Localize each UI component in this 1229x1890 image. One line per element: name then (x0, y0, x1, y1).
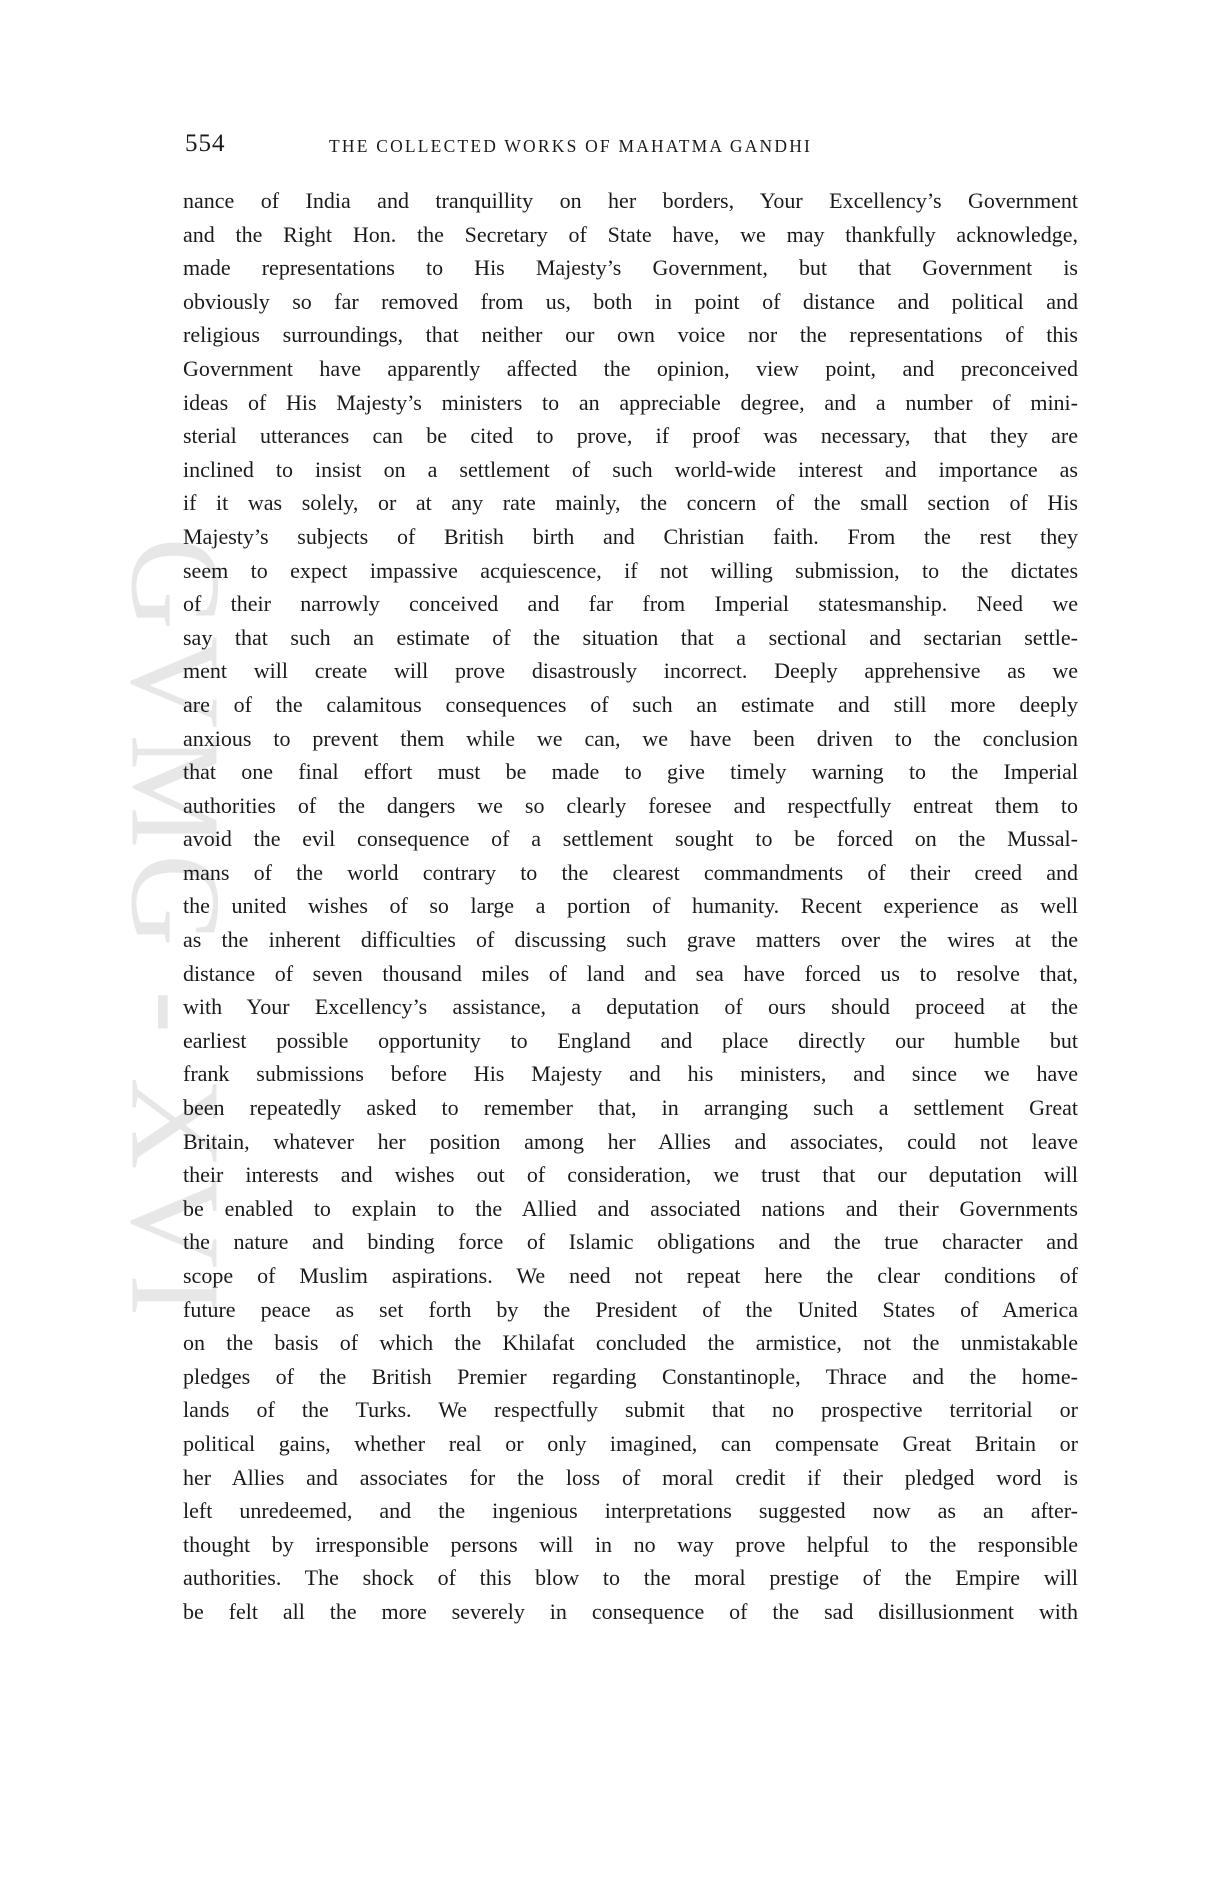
text-line: authorities of the dangers we so clearly foresee and respectfully entreat them to (183, 792, 1078, 818)
text-line: be felt all the more severely in consequence of the sad disillusionment with (183, 1598, 1078, 1624)
text-line: earliest possible opportunity to England and place directly our humble but (183, 1027, 1078, 1053)
text-line: as the inherent difficulties of discussing such grave matters over the wires at the (183, 927, 1078, 953)
running-title: THE COLLECTED WORKS OF MAHATMA GANDHI (329, 136, 813, 156)
text-line: inclined to insist on a settlement of such world-wide interest and importance as (183, 456, 1078, 482)
text-line: nance of India and tranquillity on her borders, Your Excellency’s Government (183, 188, 1078, 213)
text-line: on the basis of which the Khilafat concluded the armistice, not the unmistakable (183, 1330, 1078, 1356)
text-line: political gains, whether real or only imagined, can compensate Great Britain or (183, 1430, 1078, 1456)
text-line: anxious to prevent them while we can, we have been driven to the conclusion (183, 725, 1078, 751)
text-line: thought by irresponsible persons will in no way prove helpful to the responsible (183, 1531, 1078, 1557)
text-line: obviously so far removed from us, both in point of distance and political and (183, 288, 1078, 314)
text-line: ideas of His Majesty’s ministers to an appreciable degree, and a number of mini- (183, 389, 1078, 415)
text-line: that one final effort must be made to give timely warning to the Imperial (183, 759, 1078, 785)
text-line: her Allies and associates for the loss of moral credit if their pledged word is (183, 1464, 1078, 1490)
text-line: left unredeemed, and the ingenious interpretations suggested now as an after- (183, 1498, 1078, 1524)
text-line: if it was solely, or at any rate mainly, the concern of the small section of His (183, 490, 1078, 516)
text-line: frank submissions before His Majesty and his ministers, and since we have (183, 1061, 1078, 1087)
text-line: their interests and wishes out of consideration, we trust that our deputation will (183, 1162, 1078, 1188)
text-line: lands of the Turks. We respectfully submit that no prospective territorial or (183, 1397, 1078, 1423)
text-line: with Your Excellency’s assistance, a deputation of ours should proceed at the (183, 994, 1078, 1020)
text-line: ment will create will prove disastrously incorrect. Deeply apprehensive as we (183, 658, 1078, 684)
text-line: Majesty’s subjects of British birth and Christian faith. From the rest they (183, 523, 1078, 549)
text-line: authorities. The shock of this blow to the moral prestige of the Empire will (183, 1565, 1078, 1591)
body-text (183, 184, 1078, 1636)
text-line: mans of the world contrary to the clearest commandments of their creed and (183, 859, 1078, 885)
running-head (185, 130, 1080, 170)
text-line: distance of seven thousand miles of land and sea have forced us to resolve that, (183, 960, 1078, 986)
text-line: scope of Muslim aspirations. We need not repeat here the clear conditions of (183, 1263, 1078, 1288)
text-line: future peace as set forth by the President of the United States of America (183, 1296, 1078, 1322)
text-line: religious surroundings, that neither our own voice nor the representations of this (183, 322, 1078, 348)
text-line: seem to expect impassive acquiescence, if not willing submission, to the dictates (183, 557, 1078, 583)
watermark-text: GVMG - XVI (104, 537, 247, 1323)
text-line: are of the calamitous consequences of such an estimate and still more deeply (183, 691, 1078, 717)
text-line: avoid the evil consequence of a settlement sought to be forced on the Mussal- (183, 826, 1078, 852)
text-line: Government have apparently affected the opinion, view point, and preconceived (183, 355, 1078, 381)
text-line: sterial utterances can be cited to prove, if proof was necessary, that they are (183, 423, 1078, 449)
text-line: say that such an estimate of the situation that a sectional and sectarian settle- (183, 624, 1078, 650)
text-line: and the Right Hon. the Secretary of State have, we may thankfully acknowledge, (183, 221, 1078, 247)
text-line: Britain, whatever her position among her Allies and associates, could not leave (183, 1128, 1078, 1154)
text-line: made representations to His Majesty’s Government, but that Government is (183, 255, 1078, 281)
text-line: of their narrowly conceived and far from Imperial statesmanship. Need we (183, 591, 1078, 617)
text-line: the united wishes of so large a portion of humanity. Recent experience as well (183, 893, 1078, 919)
text-line: be enabled to explain to the Allied and associated nations and their Governments (183, 1195, 1078, 1221)
page-number: 554 (185, 130, 226, 157)
text-line: pledges of the British Premier regarding Constantinople, Thrace and the home- (183, 1363, 1078, 1389)
text-line: the nature and binding force of Islamic obligations and the true character and (183, 1229, 1078, 1255)
text-line: been repeatedly asked to remember that, in arranging such a settlement Great (183, 1095, 1078, 1121)
